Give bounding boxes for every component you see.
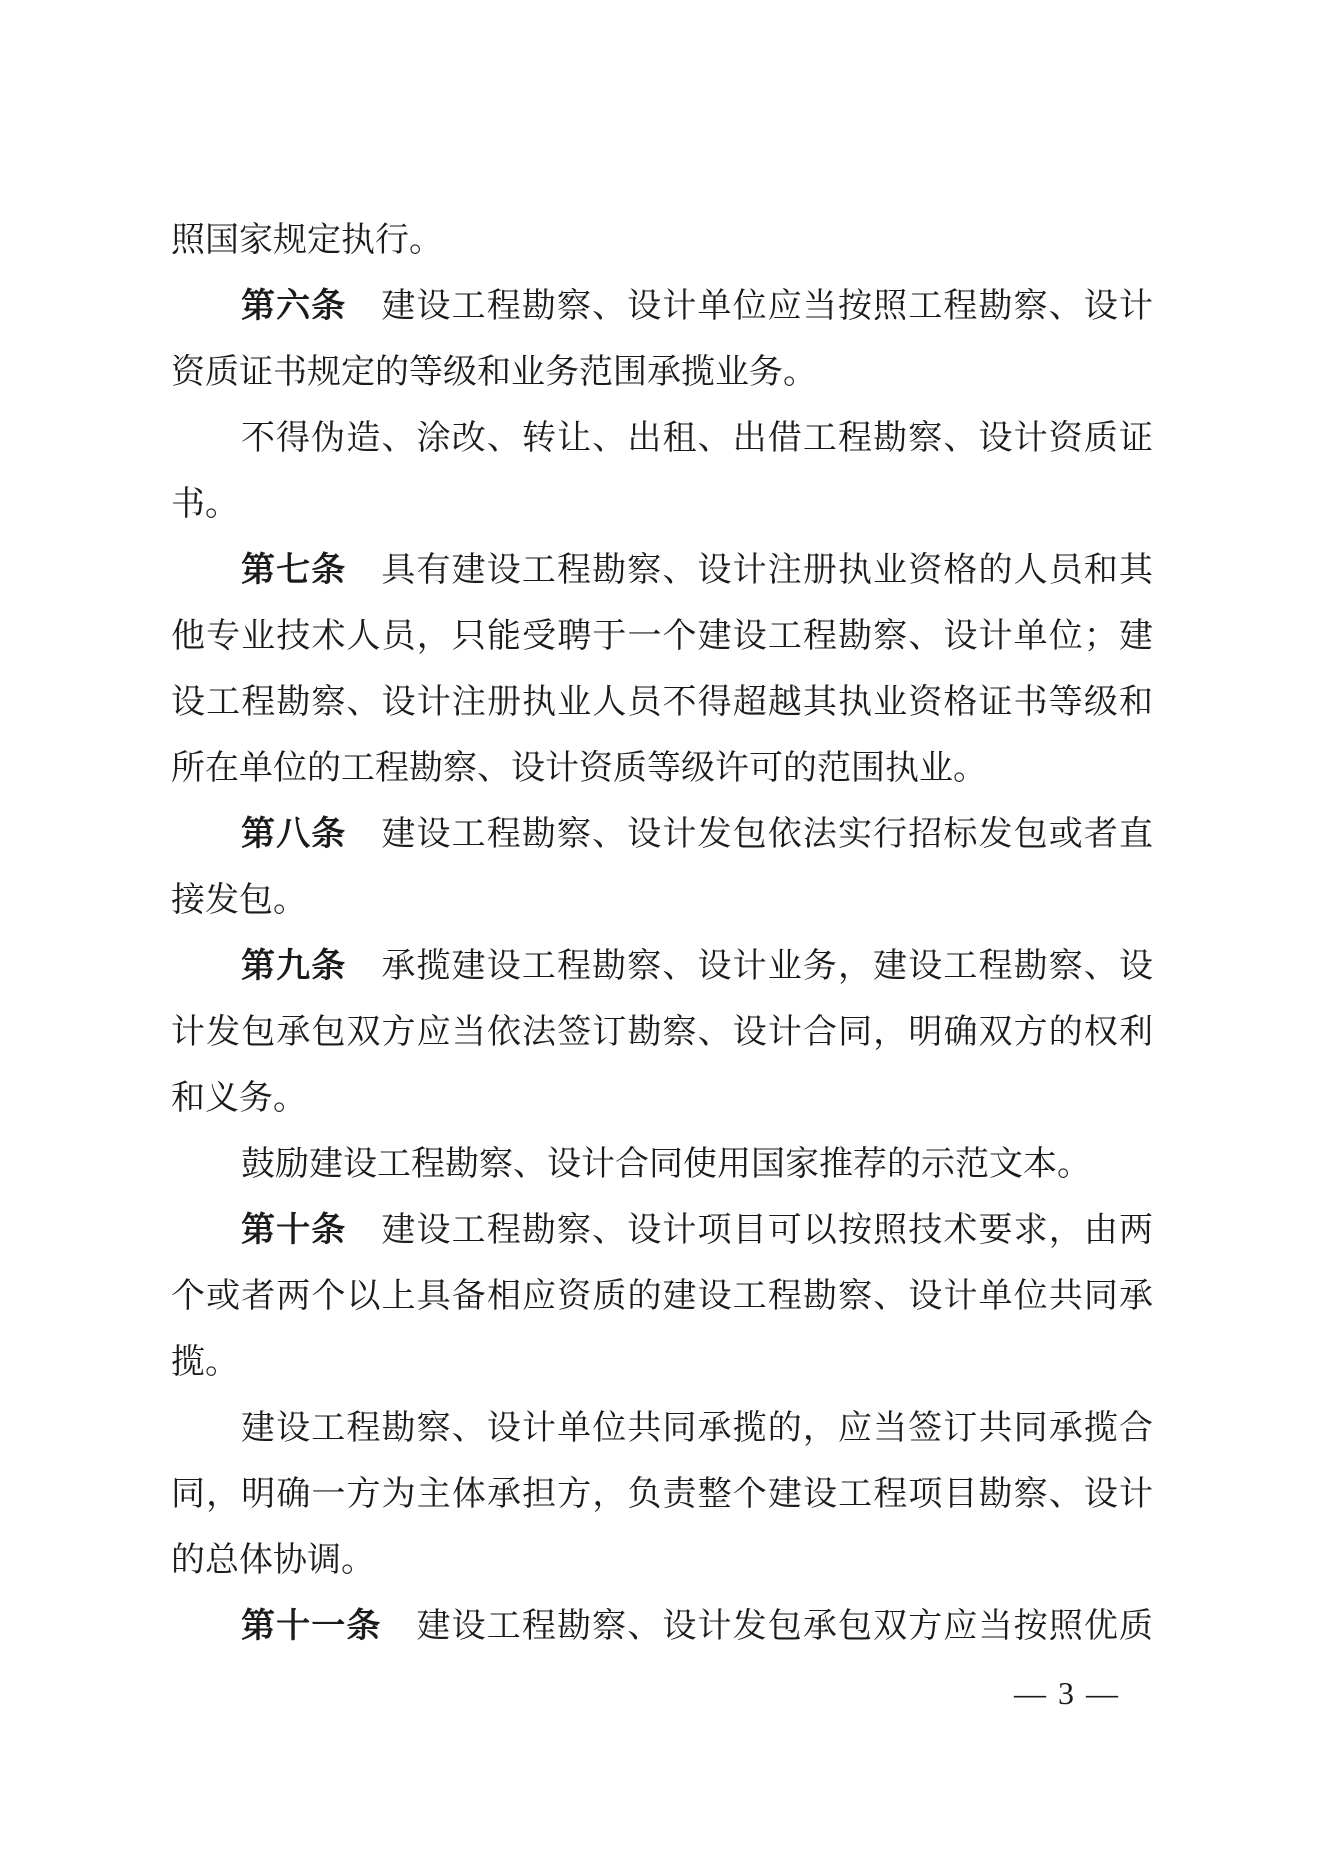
article-heading: 第十条	[241, 1210, 347, 1250]
document-body	[171, 207, 1153, 1659]
paragraph-line: 照国家规定执行。	[171, 220, 443, 260]
article-text: 具有建设工程勘察、设计注册执业资格的人员和其	[381, 550, 1153, 590]
article-text: 建设工程勘察、设计项目可以按照技术要求，由两	[381, 1210, 1153, 1250]
article-6-first-line	[171, 273, 1153, 339]
article-8-first-line	[171, 801, 1153, 867]
paragraph-line: 接发包。	[171, 880, 307, 920]
paragraph-line: 建设工程勘察、设计单位共同承揽的，应当签订共同承揽合	[241, 1408, 1153, 1448]
article-7-first-line	[171, 537, 1153, 603]
paragraph-line: 计发包承包双方应当依法签订勘察、设计合同，明确双方的权利	[171, 1012, 1153, 1052]
paragraph-line: 同，明确一方为主体承担方，负责整个建设工程项目勘察、设计	[171, 1474, 1153, 1514]
paragraph-line: 的总体协调。	[171, 1540, 375, 1580]
article-heading: 第九条	[241, 946, 347, 986]
article-text: 承揽建设工程勘察、设计业务，建设工程勘察、设	[381, 946, 1153, 986]
paragraph-line: 书。	[171, 484, 239, 524]
paragraph-line: 不得伪造、涂改、转让、出租、出借工程勘察、设计资质证	[241, 418, 1153, 458]
article-9-first-line	[171, 933, 1153, 999]
paragraph-line: 所在单位的工程勘察、设计资质等级许可的范围执业。	[171, 748, 987, 788]
article-text: 建设工程勘察、设计单位应当按照工程勘察、设计	[381, 286, 1153, 326]
paragraph-line: 资质证书规定的等级和业务范围承揽业务。	[171, 352, 817, 392]
article-heading: 第七条	[241, 550, 347, 590]
paragraph-line: 设工程勘察、设计注册执业人员不得超越其执业资格证书等级和	[171, 682, 1153, 722]
page-number: — 3 —	[1014, 1675, 1120, 1711]
article-text: 建设工程勘察、设计发包承包双方应当按照优质	[416, 1606, 1153, 1646]
paragraph-line: 他专业技术人员，只能受聘于一个建设工程勘察、设计单位；建	[171, 616, 1153, 656]
article-text: 建设工程勘察、设计发包依法实行招标发包或者直	[381, 814, 1153, 854]
article-11-first-line	[171, 1593, 1153, 1659]
paragraph-line: 和义务。	[171, 1078, 307, 1118]
paragraph-line: 揽。	[171, 1342, 239, 1382]
article-10-first-line	[171, 1197, 1153, 1263]
article-heading: 第十一条	[241, 1606, 382, 1646]
article-heading: 第八条	[241, 814, 347, 854]
paragraph-line: 鼓励建设工程勘察、设计合同使用国家推荐的示范文本。	[241, 1144, 1091, 1184]
paragraph-line: 个或者两个以上具备相应资质的建设工程勘察、设计单位共同承	[171, 1276, 1153, 1316]
article-heading: 第六条	[241, 286, 347, 326]
